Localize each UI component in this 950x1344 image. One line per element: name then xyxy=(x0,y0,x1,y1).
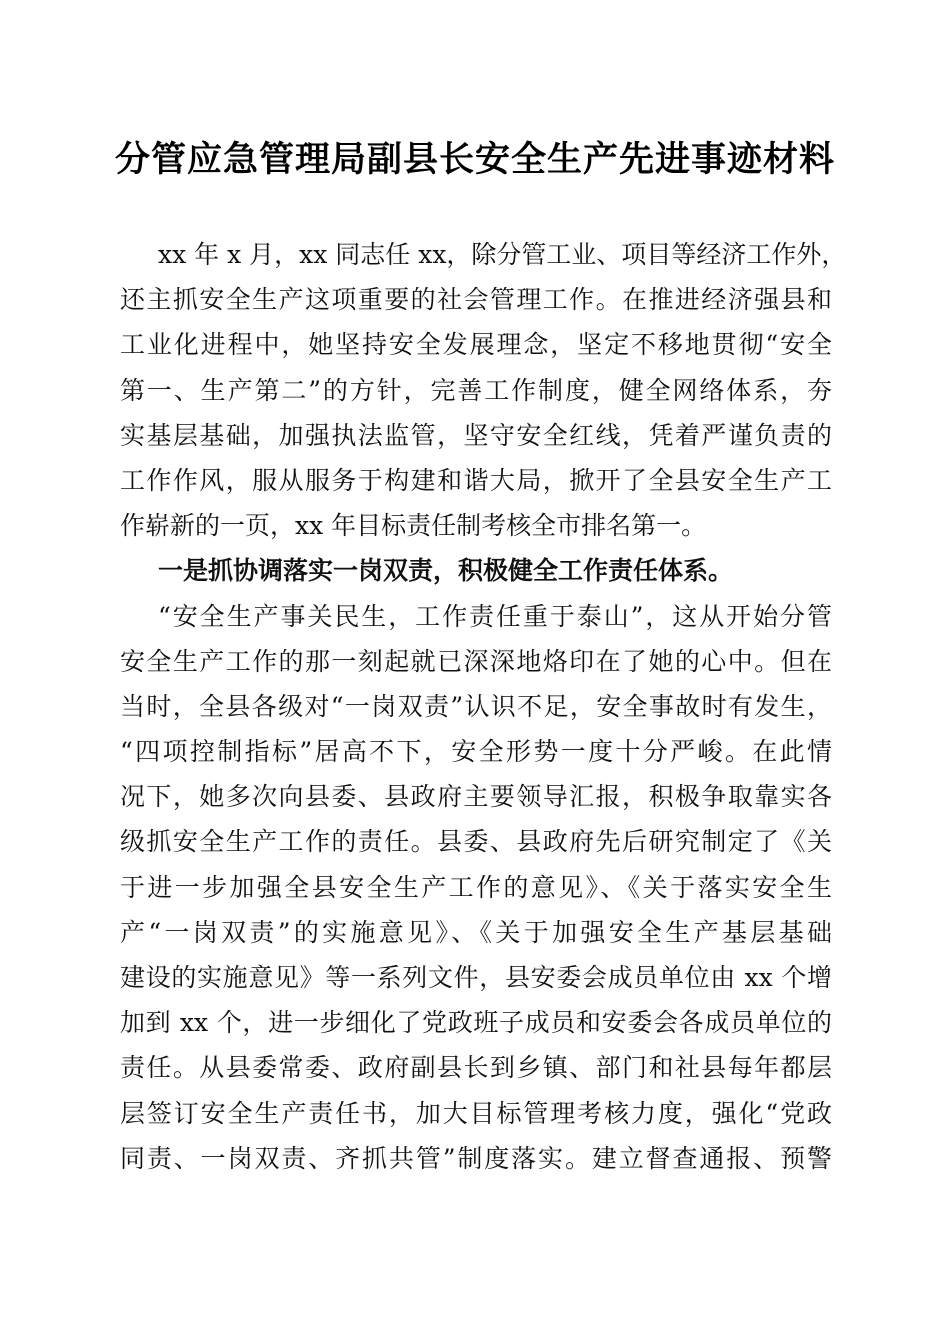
body-line: 于进一步加强全县安全生产工作的意见》、《关于落实安全生 xyxy=(120,872,832,902)
body-line: 况下，她多次向县委、县政府主要领导汇报，积极争取靠实各 xyxy=(120,782,832,812)
body-line: 同责、一岗双责、齐抓共管”制度落实。建立督查通报、预警 xyxy=(120,1143,832,1173)
body-line: 级抓安全生产工作的责任。县委、县政府先后研究制定了《关 xyxy=(120,827,832,857)
body-line: 责任。从县委常委、政府副县长到乡镇、部门和社县每年都层 xyxy=(120,1053,832,1083)
document-body xyxy=(120,232,847,1181)
body-line: “四项控制指标”居高不下，安全形势一度十分严峻。在此情 xyxy=(120,737,832,767)
body-line: 加到 xx 个，进一步细化了党政班子成员和安委会各成员单位的 xyxy=(120,1008,832,1038)
body-line: 还主抓安全生产这项重要的社会管理工作。在推进经济强县和 xyxy=(120,285,832,315)
body-line: 建设的实施意见》等一系列文件，县安委会成员单位由 xx 个增 xyxy=(120,963,832,992)
body-line: 产“一岗双责”的实施意见》、《关于加强安全生产基层基础 xyxy=(120,917,832,947)
body-line: 实基层基础，加强执法监管，坚守安全红线，凭着严谨负责的 xyxy=(120,420,832,450)
body-line: 层签订安全生产责任书，加大目标管理考核力度，强化“党政 xyxy=(120,1098,832,1128)
body-line: 工业化进程中，她坚持安全发展理念，坚定不移地贯彻“安全 xyxy=(120,330,832,360)
section-heading: 一是抓协调落实一岗双责，积极健全工作责任体系。 xyxy=(158,556,734,586)
body-line: 当时，全县各级对“一岗双责”认识不足，安全事故时有发生， xyxy=(120,691,832,721)
document-title: 分管应急管理局副县长安全生产先进事迹材料 xyxy=(114,139,835,180)
body-line: 工作作风，服从服务于构建和谐大局，掀开了全县安全生产工 xyxy=(120,465,832,495)
body-line: xx 年 x 月，xx 同志任 xx，除分管工业、项目等经济工作外， xyxy=(158,240,847,269)
body-line: 安全生产工作的那一刻起就已深深地烙印在了她的心中。但在 xyxy=(120,646,832,676)
body-line: “安全生产事关民生，工作责任重于泰山”，这从开始分管 xyxy=(158,601,832,631)
body-line: 作崭新的一页，xx 年目标责任制考核全市排名第一。 xyxy=(120,511,707,541)
body-line: 第一、生产第二”的方针，完善工作制度，健全网络体系，夯 xyxy=(120,375,832,405)
